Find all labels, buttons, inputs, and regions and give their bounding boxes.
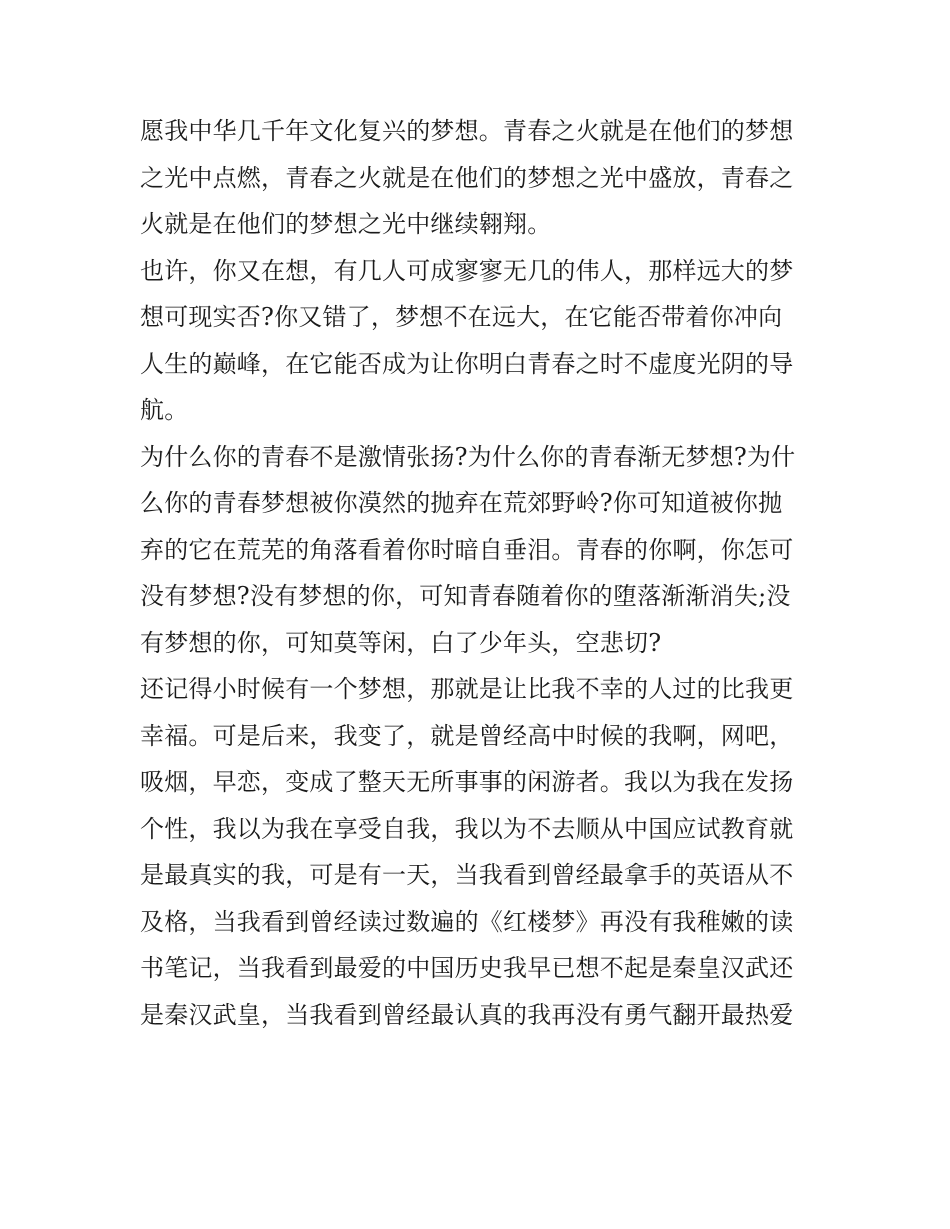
text-line: 没有梦想?没有梦想的你，可知青春随着你的堕落渐渐消失;没 <box>140 582 791 610</box>
text-line: 是最真实的我，可是有一天，当我看到曾经最拿手的英语从不 <box>140 861 794 889</box>
text-line: 有梦想的你，可知莫等闲，白了少年头，空悲切? <box>140 628 662 657</box>
text-line: 还记得小时候有一个梦想，那就是让比我不幸的人过的比我更 <box>140 675 794 703</box>
paragraph-3 <box>140 434 812 667</box>
document-body <box>140 108 812 1038</box>
text-line: 火就是在他们的梦想之光中继续翱翔。 <box>140 210 552 238</box>
text-line: 个性，我以为我在享受自我，我以为不去顺从中国应试教育就 <box>140 814 794 843</box>
text-line: 想可现实否?你又错了，梦想不在远大，在它能否带着你冲向 <box>140 303 783 331</box>
paragraph-1 <box>140 108 812 248</box>
text-line: 也许，你又在想，有几人可成寥寥无几的伟人，那样远大的梦 <box>140 256 794 285</box>
text-line: 幸福。可是后来，我变了，就是曾经高中时候的我啊，网吧， <box>140 721 794 750</box>
text-line: 吸烟，早恋，变成了整天无所事事的闲游者。我以为我在发扬 <box>140 768 794 796</box>
text-line: 为什么你的青春不是激情张扬?为什么你的青春渐无梦想?为什 <box>140 442 796 471</box>
paragraph-4 <box>140 666 812 1038</box>
text-line: 么你的青春梦想被你漠然的抛弃在荒郊野岭?你可知道被你抛 <box>140 489 783 517</box>
text-line: 书笔记，当我看到最爱的中国历史我早已想不起是秦皇汉武还 <box>140 954 794 982</box>
text-line: 之光中点燃，青春之火就是在他们的梦想之光中盛放，青春之 <box>140 163 794 192</box>
text-line: 人生的巅峰，在它能否成为让你明白青春之时不虚度光阴的导 <box>140 349 794 378</box>
text-line: 及格，当我看到曾经读过数遍的《红楼梦》再没有我稚嫩的读 <box>140 907 794 936</box>
text-line: 航。 <box>140 396 189 424</box>
text-line: 愿我中华几千年文化复兴的梦想。青春之火就是在他们的梦想 <box>140 117 794 145</box>
text-line: 是秦汉武皇，当我看到曾经最认真的我再没有勇气翻开最热爱 <box>140 1000 794 1029</box>
text-line: 弃的它在荒芜的角落看着你时暗自垂泪。青春的你啊，你怎可 <box>140 535 794 564</box>
paragraph-2 <box>140 248 812 434</box>
